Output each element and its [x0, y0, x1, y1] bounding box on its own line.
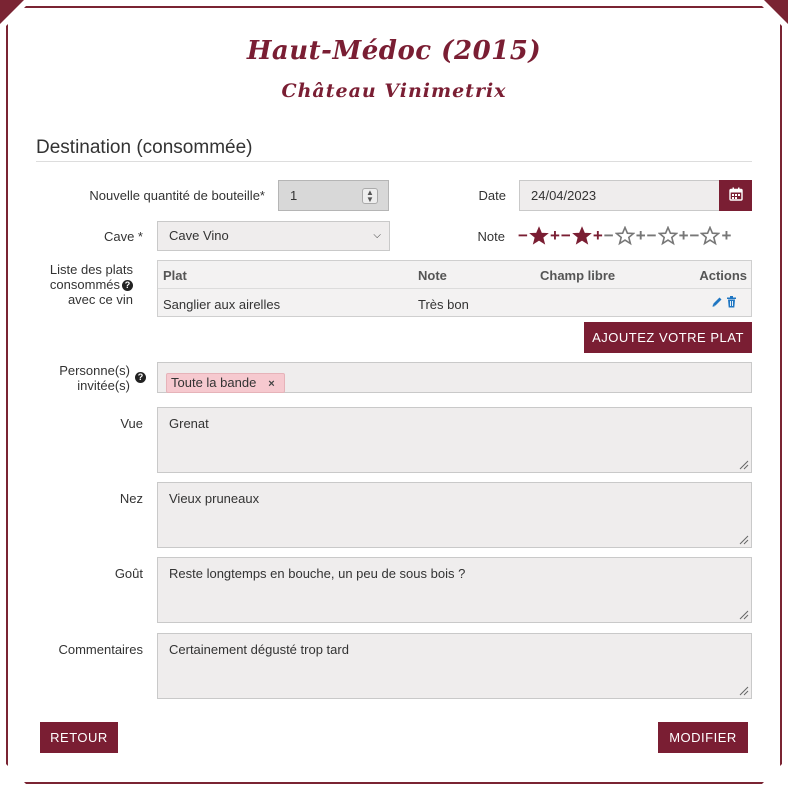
table-header	[158, 261, 751, 289]
star-filled-icon[interactable]	[572, 226, 592, 246]
quantity-spinner[interactable]: ▲ ▼	[362, 188, 378, 204]
col-note: Note	[418, 268, 447, 283]
note-rating[interactable]	[518, 225, 731, 247]
comment-value: Certainement dégusté trop tard	[169, 642, 349, 657]
quantity-label: Nouvelle quantité de bouteille*	[89, 188, 265, 203]
submit-button[interactable]: MODIFIER	[658, 722, 748, 753]
row-actions	[711, 296, 737, 308]
guests-label-line2: invitée(s)	[77, 378, 130, 393]
col-actions: Actions	[699, 268, 747, 283]
star-empty-icon[interactable]	[700, 226, 720, 246]
table-row	[158, 290, 751, 317]
guest-tag-label: Toute la bande	[171, 375, 257, 390]
date-value: 24/04/2023	[531, 188, 597, 203]
delete-icon[interactable]	[726, 296, 737, 308]
col-champ-libre: Champ libre	[540, 268, 616, 283]
wine-title: Haut-Médoc (2015)	[246, 36, 542, 66]
resize-grip-icon[interactable]	[737, 608, 749, 620]
guests-input[interactable]	[157, 362, 752, 393]
guest-tag	[166, 373, 285, 393]
dishes-label-line3: avec ce vin	[67, 292, 133, 307]
star-filled-icon[interactable]	[529, 226, 549, 246]
cave-value: Cave Vino	[169, 228, 229, 243]
rating-increase-icon[interactable]: +	[592, 226, 603, 245]
rating-increase-icon[interactable]: +	[678, 226, 689, 245]
comment-label: Commentaires	[58, 642, 143, 657]
dishes-label	[40, 262, 133, 307]
star-empty-icon[interactable]	[615, 226, 635, 246]
dishes-table	[157, 260, 752, 317]
gout-value: Reste longtemps en bouche, un peu de sous bois ?	[169, 566, 466, 581]
dish-note: Très bon	[418, 297, 469, 312]
add-dish-button[interactable]: AJOUTEZ VOTRE PLAT	[584, 322, 752, 353]
rating-decrease-icon[interactable]: −	[560, 226, 571, 245]
section-divider	[36, 161, 752, 162]
chateau-name: Château Vinimetrix	[281, 80, 507, 102]
help-icon[interactable]: ?	[135, 372, 146, 383]
rating-decrease-icon[interactable]: −	[603, 226, 614, 245]
nez-textarea[interactable]	[157, 482, 752, 548]
rating-increase-icon[interactable]: +	[635, 226, 646, 245]
guests-label	[40, 363, 130, 393]
calendar-button[interactable]	[719, 180, 752, 211]
comment-textarea[interactable]	[157, 633, 752, 699]
help-icon[interactable]: ?	[122, 280, 133, 291]
vue-textarea[interactable]	[157, 407, 752, 473]
dishes-label-line2: consommés	[49, 277, 120, 292]
rating-increase-icon[interactable]: +	[721, 226, 732, 245]
back-button[interactable]: RETOUR	[40, 722, 118, 753]
gout-textarea[interactable]	[157, 557, 752, 623]
dish-name: Sanglier aux airelles	[163, 297, 281, 312]
vue-label: Vue	[120, 416, 143, 431]
cave-label: Cave *	[103, 229, 143, 244]
section-title: Destination (consommée)	[36, 137, 253, 158]
resize-grip-icon[interactable]	[737, 533, 749, 545]
cave-select[interactable]	[157, 221, 390, 251]
date-label: Date	[478, 188, 506, 203]
resize-grip-icon[interactable]	[737, 458, 749, 470]
note-label: Note	[477, 229, 505, 244]
date-input[interactable]	[519, 180, 720, 211]
dishes-label-line1: Liste des plats	[49, 262, 133, 277]
chevron-down-icon: ⌵	[373, 230, 381, 241]
rating-decrease-icon[interactable]: −	[518, 226, 528, 245]
calendar-icon	[729, 187, 743, 201]
resize-grip-icon[interactable]	[737, 684, 749, 696]
star-empty-icon[interactable]	[658, 226, 678, 246]
guests-label-line1: Personne(s)	[59, 363, 130, 378]
quantity-value: 1	[290, 188, 298, 203]
rating-increase-icon[interactable]: +	[549, 226, 560, 245]
nez-label: Nez	[119, 491, 143, 506]
gout-label: Goût	[114, 566, 143, 581]
remove-tag-icon[interactable]: ×	[268, 378, 275, 390]
rating-decrease-icon[interactable]: −	[689, 226, 700, 245]
quantity-input[interactable]	[278, 180, 389, 211]
vue-value: Grenat	[169, 416, 209, 431]
nez-value: Vieux pruneaux	[169, 491, 260, 506]
col-plat: Plat	[163, 268, 187, 283]
edit-icon[interactable]	[711, 296, 723, 308]
rating-decrease-icon[interactable]: −	[646, 226, 657, 245]
